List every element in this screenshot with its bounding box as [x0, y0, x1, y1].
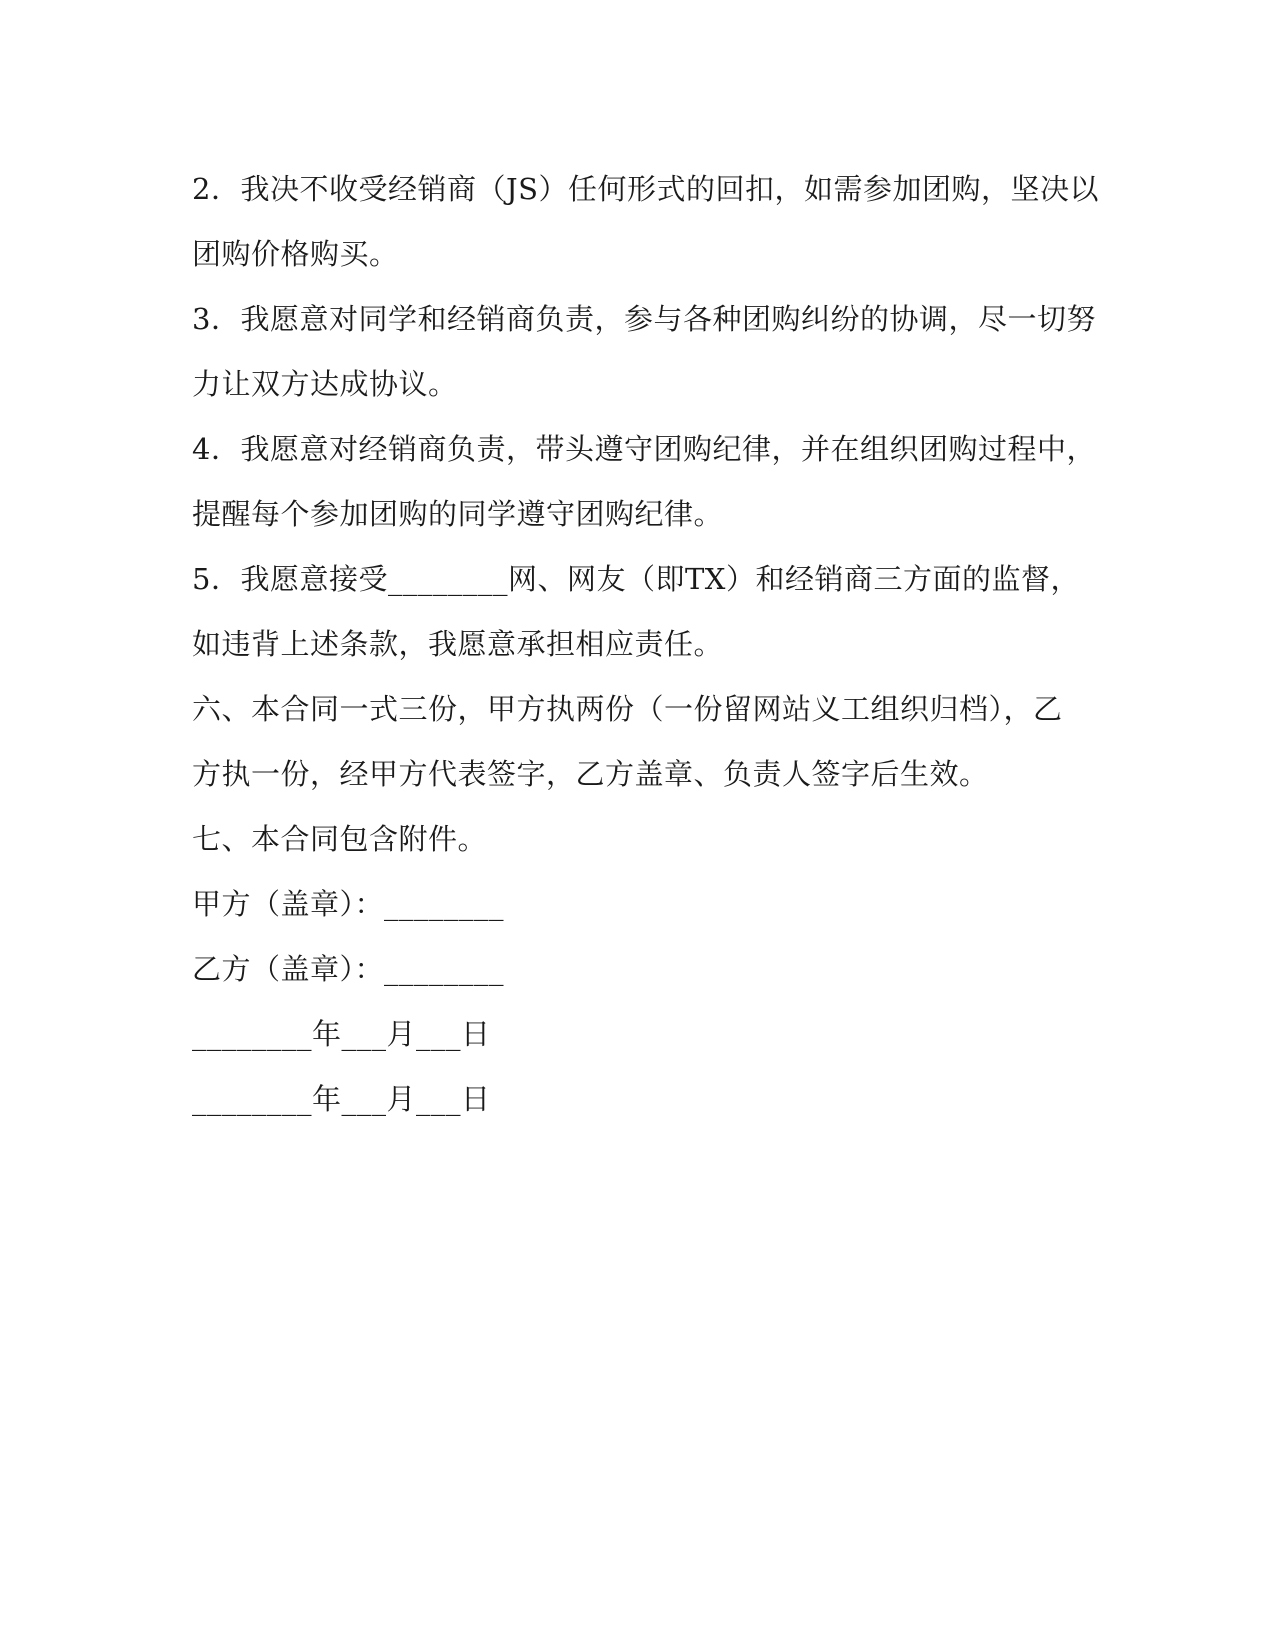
clause-4-line-2: 提醒每个参加团购的同学遵守团购纪律。: [192, 497, 724, 531]
section-6-line-2: 方执一份，经甲方代表签字，乙方盖章、负责人签字后生效。: [192, 757, 989, 791]
clause-2-line-2: 团购价格购买。: [192, 237, 399, 271]
clause-2-line-1: 2．我决不收受经销商（JS）任何形式的回扣，如需参加团购，坚决以: [192, 172, 1099, 206]
date-field-2: ________年___月___日: [192, 1082, 491, 1116]
clause-3-line-2: 力让双方达成协议。: [192, 367, 458, 401]
party-b-seal-field: 乙方（盖章）：________: [192, 952, 505, 986]
clause-5-line-2: 如违背上述条款，我愿意承担相应责任。: [192, 627, 724, 661]
date-field-1: ________年___月___日: [192, 1017, 491, 1051]
clause-5-line-1: 5．我愿意接受________网、网友（即TX）和经销商三方面的监督，: [192, 562, 1080, 596]
section-6-line-1: 六、本合同一式三份，甲方执两份（一份留网站义工组织归档），乙: [192, 692, 1063, 726]
document-body: [192, 157, 1099, 1132]
party-a-seal-field: 甲方（盖章）：________: [192, 887, 505, 921]
clause-3-line-1: 3．我愿意对同学和经销商负责，参与各种团购纠纷的协调，尽一切努: [192, 302, 1096, 336]
section-7: 七、本合同包含附件。: [192, 822, 488, 856]
clause-4-line-1: 4．我愿意对经销商负责，带头遵守团购纪律，并在组织团购过程中，: [192, 432, 1096, 466]
